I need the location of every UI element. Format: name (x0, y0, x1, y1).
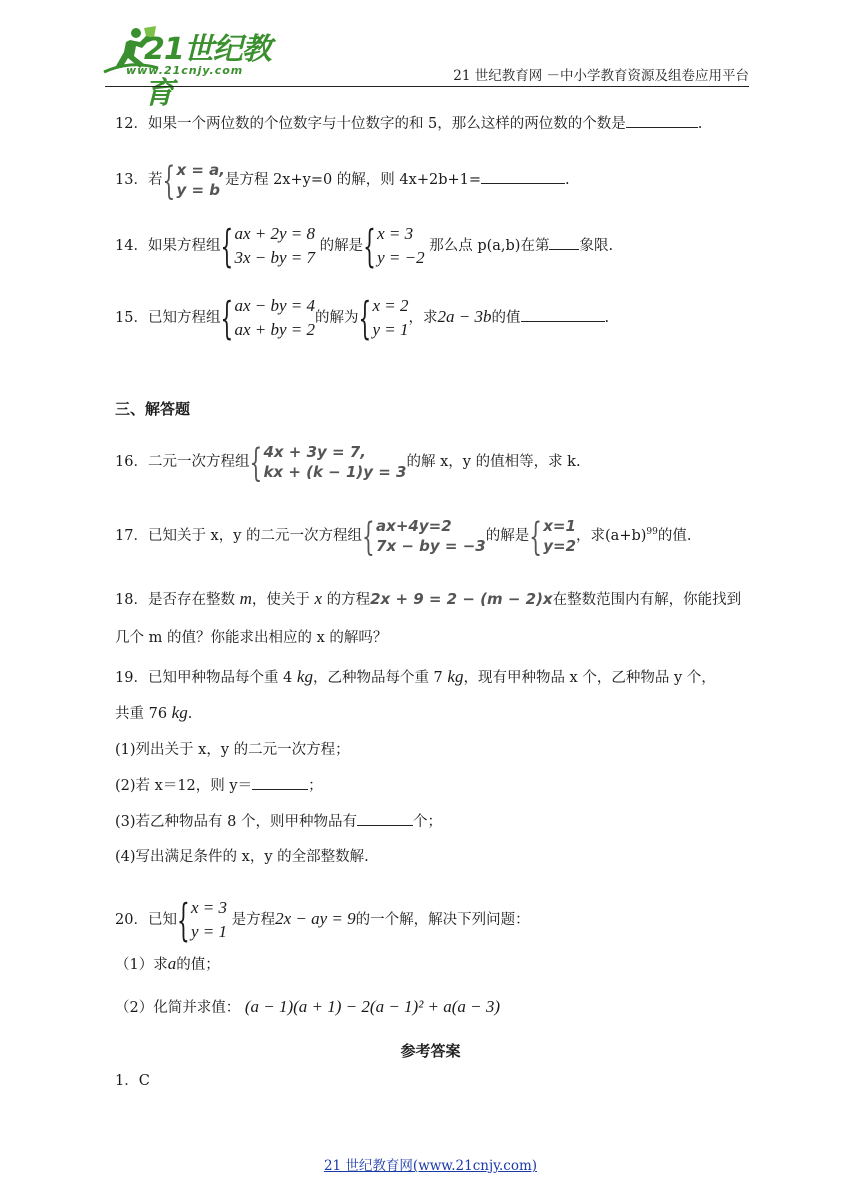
question-18: 18．是否存在整数 m，使关于 x 的方程2x + 9 = 2 − (m − 2)x在整数范围内有解，你能找到 (115, 589, 742, 608)
question-19-part-4: (4)写出满足条件的 x，y 的全部整数解. (115, 849, 369, 865)
answer-blank (626, 113, 698, 128)
solution-system: { x = 3 y = −2 (363, 219, 425, 273)
solution-system: { x = 2 y = 1 (358, 291, 409, 345)
question-13: 13．若 { x = a, y = b 是方程 2x+y=0 的解，则 4x+2b+1= . (115, 157, 570, 203)
section-heading: 三、解答题 (115, 400, 191, 418)
answer-blank (481, 169, 565, 184)
answers-heading: 参考答案 (400, 1042, 461, 1060)
equation-system: { x = a, y = b (162, 157, 225, 203)
answer-blank (521, 307, 605, 322)
answer-blank (549, 235, 579, 250)
question-16: 16．二元一次方程组 { 4x + 3y = 7, kx + (k − 1)y = 3 的解 x，y 的值相等，求 k. (115, 439, 581, 485)
question-19-line-2: 共重 76 kg. (115, 703, 193, 722)
question-19-part-3: (3)若乙种物品有 8 个，则甲种物品有 个； (115, 811, 442, 833)
answer-1: 1．C (115, 1073, 150, 1089)
header-slogan: 21 世纪教育网 －中小学教育资源及组卷应用平台 (453, 68, 749, 84)
question-12: 12．如果一个两位数的个位数字与十位数字的和 5，那么这样的两位数的个数是 . (115, 113, 702, 135)
question-20: 20．已知 { x = 3 y = 1 是方程2x − ay = 9的一个解，解决下列问题： (115, 893, 530, 947)
answer-blank (252, 775, 308, 790)
question-17: 17．已知关于 x，y 的二元一次方程组 { ax+4y=2 7x − by = −3 的解是 { x=1 y=2 ，求$(a+b)^{99}$的值. (115, 513, 692, 559)
solution-system: { x=1 y=2 (529, 513, 577, 559)
equation-system: { ax + 2y = 8 3x − by = 7 (220, 219, 315, 273)
question-14: 14．如果方程组 { ax + 2y = 8 3x − by = 7 的解是 { x = 3 y = −2 那么点 p(a,b)在第 象限. (115, 219, 614, 273)
question-19-part-2: (2)若 x＝12，则 y＝ ； (115, 775, 323, 797)
equation-system: { ax − by = 4 ax + by = 2 (220, 291, 315, 345)
question-19-part-1: (1)列出关于 x，y 的二元一次方程； (115, 742, 350, 758)
answer-blank (357, 811, 413, 826)
question-15: 15．已知方程组 { ax − by = 4 ax + by = 2 的解为 { x = 2 y = 1 ，求2a − 3b的值 . (115, 291, 610, 345)
question-18-line-2: 几个 m 的值？你能求出相应的 x 的解吗？ (115, 630, 388, 646)
footer-link[interactable]: 21 世纪教育网(www.21cnjy.com) (323, 1158, 538, 1174)
equation-system: { 4x + 3y = 7, kx + (k − 1)y = 3 (249, 439, 407, 485)
logo (100, 24, 290, 111)
question-20-part-2: （2）化简并求值： (a − 1)(a + 1) − 2(a − 1)² + a(a − 3) (115, 997, 501, 1016)
question-19: 19．已知甲种物品每个重 4 kg，乙种物品每个重 7 kg，现有甲种物品 x 个，乙种物品 y 个， (115, 667, 716, 686)
logo-text: 21世纪教育 (144, 32, 271, 111)
question-20-part-1: （1）求a的值； (115, 954, 220, 973)
solution-system: { x = 3 y = 1 (176, 893, 227, 947)
logo-url: www.21cnjy.com (126, 64, 244, 77)
header-divider (105, 86, 749, 87)
equation-system: { ax+4y=2 7x − by = −3 (362, 513, 486, 559)
page-header (0, 0, 861, 111)
